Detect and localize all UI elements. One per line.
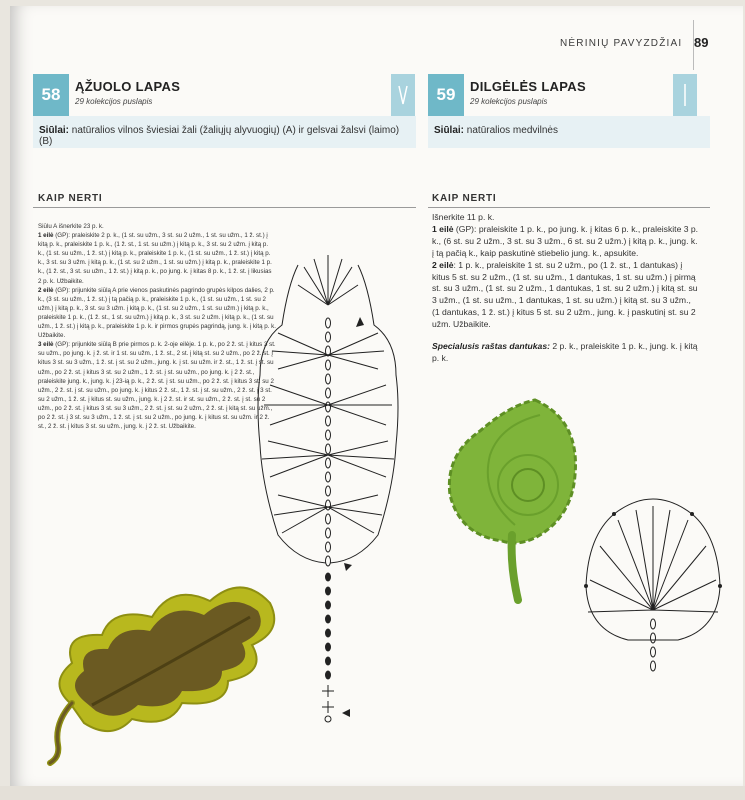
section-rule [428, 207, 710, 208]
yarn-text: natūralios vilnos šviesiai žali (žaliųjų alyvuogių) (A) ir gelsvai žalsvi (laimo) (B) [39, 125, 400, 147]
page-number: 89 [694, 35, 709, 50]
leaf-tab-icon [673, 74, 697, 116]
section-heading-59: KAIP NERTI [432, 193, 497, 204]
nettle-leaf-photo [440, 395, 590, 605]
instruction-line: Siūlu A išnerkite 23 p. k. [38, 223, 104, 230]
special-stitch-note: Specialusis raštas dantukas: 2 p. k., praleiskite 1 p. k., jung. k. į kitą p. k. [432, 341, 698, 363]
section-heading-58: KAIP NERTI [38, 193, 103, 204]
pattern-59-header [428, 74, 710, 116]
yarn-info-58 [33, 116, 416, 148]
page-bottom-edge [0, 786, 745, 800]
instruction-line: 2 eilė: 1 p. k., praleiskite 1 st. su 2 užm., po (1 ž. st., 1 dantukas) į kitus 5 st. su 2 užm., (1 st. su užm., 1 dantukas, 1 st. su užm.) į pirmą st. su 3 užm., (1 st. su 2 užm., 1 dantukas, 1 st. su 2 užm.) į kitą st. su 3 užm., (1 st. su užm., 1 dantukas, 1 st. su užm.) į kitą st. su 3 užm., (1 dantukas, 1 ž. st.) į kitus 5 st. su 2 užm., jung. k. į paskutinį st. su 2 užm. Užbaikite. [432, 259, 698, 330]
pattern-number-badge: 58 [33, 74, 69, 116]
yarn-label: Siūlai: [39, 125, 70, 136]
pattern-number-badge: 59 [428, 74, 464, 116]
pattern-collection-page: 29 kolekcijos puslapis [75, 97, 153, 106]
yarn-label: Siūlai: [434, 125, 465, 136]
instruction-line: Išnerkite 11 p. k. [432, 212, 495, 222]
leaf-tab-icon [391, 74, 415, 116]
oak-leaf-photo [32, 573, 292, 763]
pattern-tab-marker [673, 74, 697, 116]
pattern-title: ĄŽUOLO LAPAS [75, 79, 181, 94]
instructions-58 [38, 222, 276, 431]
section-rule [33, 207, 416, 208]
pattern-title: DILGĖLĖS LAPAS [470, 79, 586, 94]
instruction-line: 1 eilė (GP): praleiskite 2 p. k., (1 st. su užm., 3 st. su 2 užm., 1 st. su užm., 1 ž. st.) į kitą p. k., praleiskite 1 p. k., (1 ž. st., 1 st. su užm.) į kitą p. k., 3 st. su 2 užm. į kitą p. k., (1 st. su užm., 1 ž. st.) į kitą p. k., praleiskite 1 p. k., (1 st. su užm., 1 ž. st.) į kitą p. k., 3 st. su 3 užm. į kitą p. k., (1 st. su 2 užm., 1 st. su užm.) į kitą p. k., praleiskite 1 p. k., (1 ž. st., 3 st. su užm., 1 ž. st.) į kitą p. k., po jung. k. į kitas 8 p. k., 1 ž. st. į likusias 2 p. k. Užbaikite. [38, 232, 272, 285]
pattern-58-header [33, 74, 416, 116]
instruction-line: 3 eilė (GP): prijunkite siūlą B prie pirmos p. k. 2-oje eilėje. 1 p. k., po 2 ž. st. į kitus 3 st. su užm., po jung. k. į ž. st. ir 1 st. su užm., 1 ž. st., 2 st. į kitą st. su 2 užm., po 2 ž. st. į kitus 3 st. su 3 užm., 1 ž. st. į st. su 2 užm., jung. k. į st. su užm. ir ž. st., 1 ž. st. į st. su užm., po 2 ž. st. į kitus 3 st. su 2 užm., 1 ž. st. į st. su užm., po jung. k. į 2 ž. st., praleiskite jung. k., jung. k. į 23-ią p. k., 2 ž. st. į st. su užm., po 2 ž. st. į kitus 3 st. su 2 užm., 2 ž. st. į st. su užm., po jung. k. į kitus 2 ž. st., 1 ž. st. į st. su užm., 2 ž. st. į 3 st. su 2 užm., 1 ž. st. į kitus st. su užm., jung. k. į 2 ž. st. ir st. su užm., 2 ž. st. į st. su 2 užm., po 2 ž. st. į kitus 3 st. su 3 užm., 2 ž. st. į st. su 2 užm., 2 ž. st. į kitą st. su užm., po 2 ž. st. į 3 st. su 3 užm., 1 ž. st. į st. su 2 užm., po jung. k. į kitus st. su užm. ir 2 ž. st., 2 ž. st. į kitus 3 st. su užm., jung. k. į 2 ž. st. Užbaikite. [38, 341, 276, 431]
instructions-59 [432, 212, 700, 365]
nettle-crochet-chart [578, 490, 728, 680]
yarn-info-59 [428, 116, 710, 148]
instruction-line: 2 eilė (GP): prijunkite siūlą A prie vienos paskutinės pagrindo grupės kilpos dalies, 2 p. k., (3 st. su užm., 1 ž. st.) į tą pačią p. k., praleiskite 1 p. k., (1 st. su užm., 1 st. su 2 užm.) į kitą p. k., 3 st. su 3 užm. į kitą p. k., (1 st. su 2 užm., 1 st. su užm.) į kitą p. k., praleiskite 1 p. k., (1 ž. st., 1 st. su užm.) į kitą p. k., 3 st. su 2 užm. į kitą p. k., (1 st. su užm., 1 ž. st.) į kitą p. k., praleiskite 1 p. k. ir pirmos grupės pagrindą, jung. k. į kitą p. k. Užbaikite. [38, 286, 276, 340]
pattern-tab-marker [391, 74, 415, 116]
instruction-line: 1 eilė (GP): praleiskite 1 p. k., po jung. k. į kitas 6 p. k., praleiskite 3 p. k., (6 st. su 2 užm., 3 st. su 3 užm., 6 st. su 2 užm.) į kitą p. k., jung. k. į tą pačią k., kaip paskutinė stiebelio jung. k., apsukite. [432, 223, 699, 258]
pattern-collection-page: 29 kolekcijos puslapis [470, 97, 548, 106]
running-head: NĖRINIŲ PAVYZDŽIAI [560, 38, 683, 49]
yarn-text: natūralios medvilnės [466, 125, 558, 136]
